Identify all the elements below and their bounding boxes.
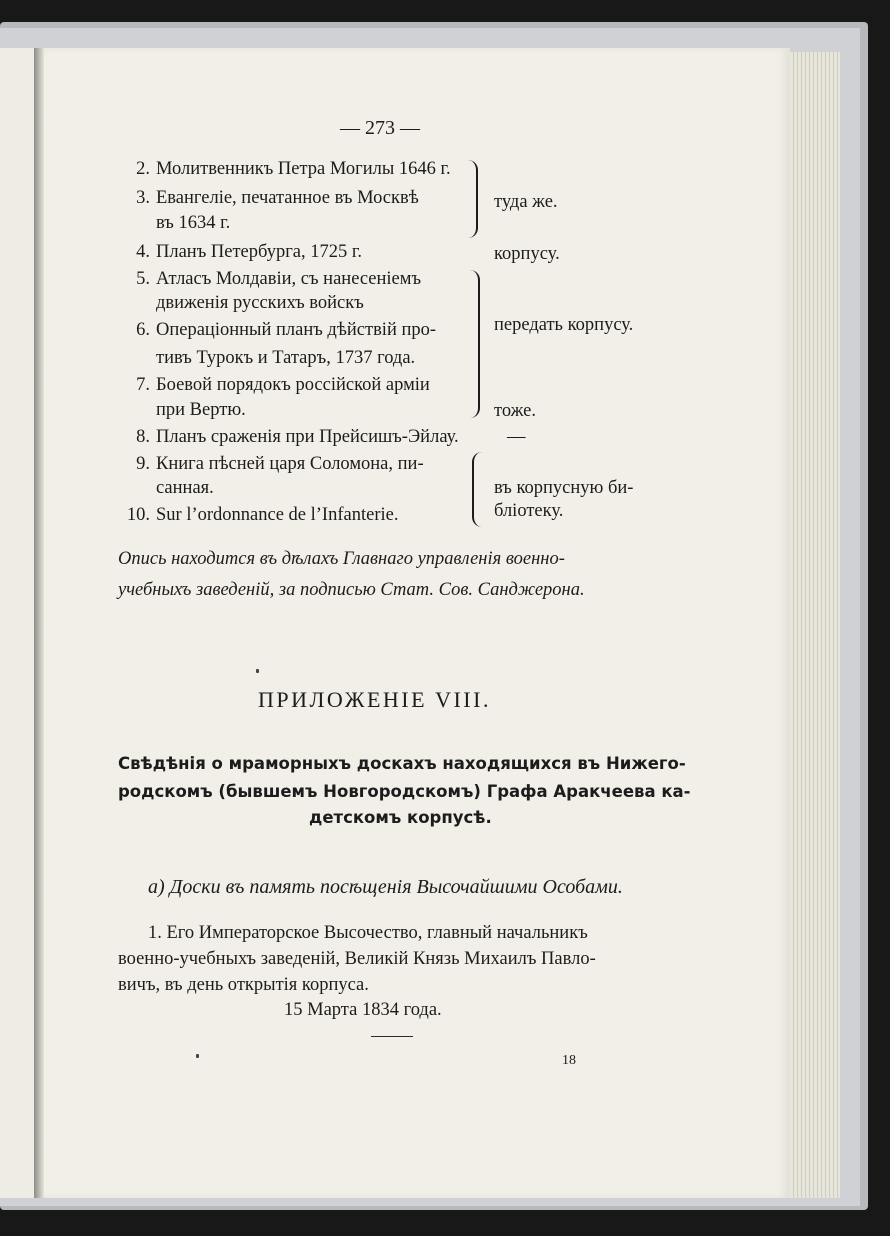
subsection-title: а) Доски въ память посѣщенія Высочайшими Особами. [148, 876, 623, 898]
signature-mark: 18 [562, 1053, 576, 1068]
item-text: Sur l’ordonnance de l’Infanterie. [156, 505, 399, 525]
item-number: 9. [136, 454, 150, 474]
item-text: Атласъ Молдавіи, съ нанесеніемъ [156, 269, 422, 289]
section-title-line-3: детскомъ корпусѣ. [309, 808, 492, 827]
item-text: Планъ сраженія при Прейсишъ-Эйлау. [156, 427, 459, 447]
date-line: 15 Марта 1834 года. [284, 1000, 442, 1020]
item-text: при Вертю. [156, 400, 246, 420]
note-to-corps: корпусу. [494, 244, 560, 264]
item-number: 7. [136, 375, 150, 395]
item-text: Боевой порядокъ россійской арміи [156, 375, 430, 395]
spine-shadow [34, 48, 44, 1198]
page-speck [256, 669, 259, 673]
paragraph-line-1: 1. Его Императорское Высочество, главный начальникъ [148, 923, 588, 943]
appendix-title: ПРИЛОЖЕНІЕ VIII. [258, 687, 491, 712]
note-library-line-1: въ корпусную би- [494, 478, 634, 498]
paragraph-line-2: военно-учебныхъ заведеній, Великій Князь Михаилъ Павло- [118, 949, 596, 969]
item-number: 5. [136, 269, 150, 289]
note-dash: — [507, 427, 526, 447]
item-text: Планъ Петербурга, 1725 г. [156, 242, 363, 262]
item-text: тивъ Турокъ и Татаръ, 1737 года. [156, 348, 416, 368]
inventory-note-line-1: Опись находится въ дѣлахъ Главнаго управленія военно- [118, 549, 565, 569]
book-page [44, 48, 790, 1198]
page-speck [196, 1054, 199, 1058]
page-header: — 273 — [340, 117, 420, 139]
item-text: Молитвенникъ Петра Могилы 1646 г. [156, 159, 451, 179]
item-number: 4. [136, 242, 150, 262]
item-text: въ 1634 г. [156, 213, 231, 233]
left-page-edge [0, 48, 36, 1198]
brace-items-2-3 [466, 160, 478, 238]
note-transfer-to-corps: передать корпусу. [494, 315, 634, 335]
item-text: санная. [156, 478, 214, 498]
item-text: Операціонный планъ дѣйствій про- [156, 320, 437, 340]
item-text: Евангеліе, печатанное въ Москвѣ [156, 188, 419, 208]
item-text: Книга пѣсней царя Соломона, пи- [156, 454, 424, 474]
brace-items-9-10 [472, 452, 482, 527]
item-text: движенія русскихъ войскъ [156, 293, 364, 313]
item-number: 10. [126, 505, 150, 525]
item-number: 2. [136, 159, 150, 179]
item-number: 8. [136, 427, 150, 447]
note-library-line-2: бліотеку. [494, 501, 564, 521]
brace-items-5-6 [468, 270, 480, 418]
note-likewise: тоже. [494, 401, 537, 421]
paragraph-line-3: вичъ, въ день открытія корпуса. [118, 975, 369, 995]
inventory-note-line-2: учебныхъ заведеній, за подписью Стат. Сов. Санджерона. [118, 580, 585, 600]
item-number: 3. [136, 188, 150, 208]
note-same-place: туда же. [494, 192, 558, 212]
section-title-line-1: Свѣдѣнія о мраморныхъ доскахъ находящихся въ Нижего- [118, 754, 686, 773]
section-title-line-2: родскомъ (бывшемъ Новгородскомъ) Графа Аракчеева ка- [118, 782, 691, 801]
closing-rule [371, 1036, 413, 1037]
item-number: 6. [136, 320, 150, 340]
